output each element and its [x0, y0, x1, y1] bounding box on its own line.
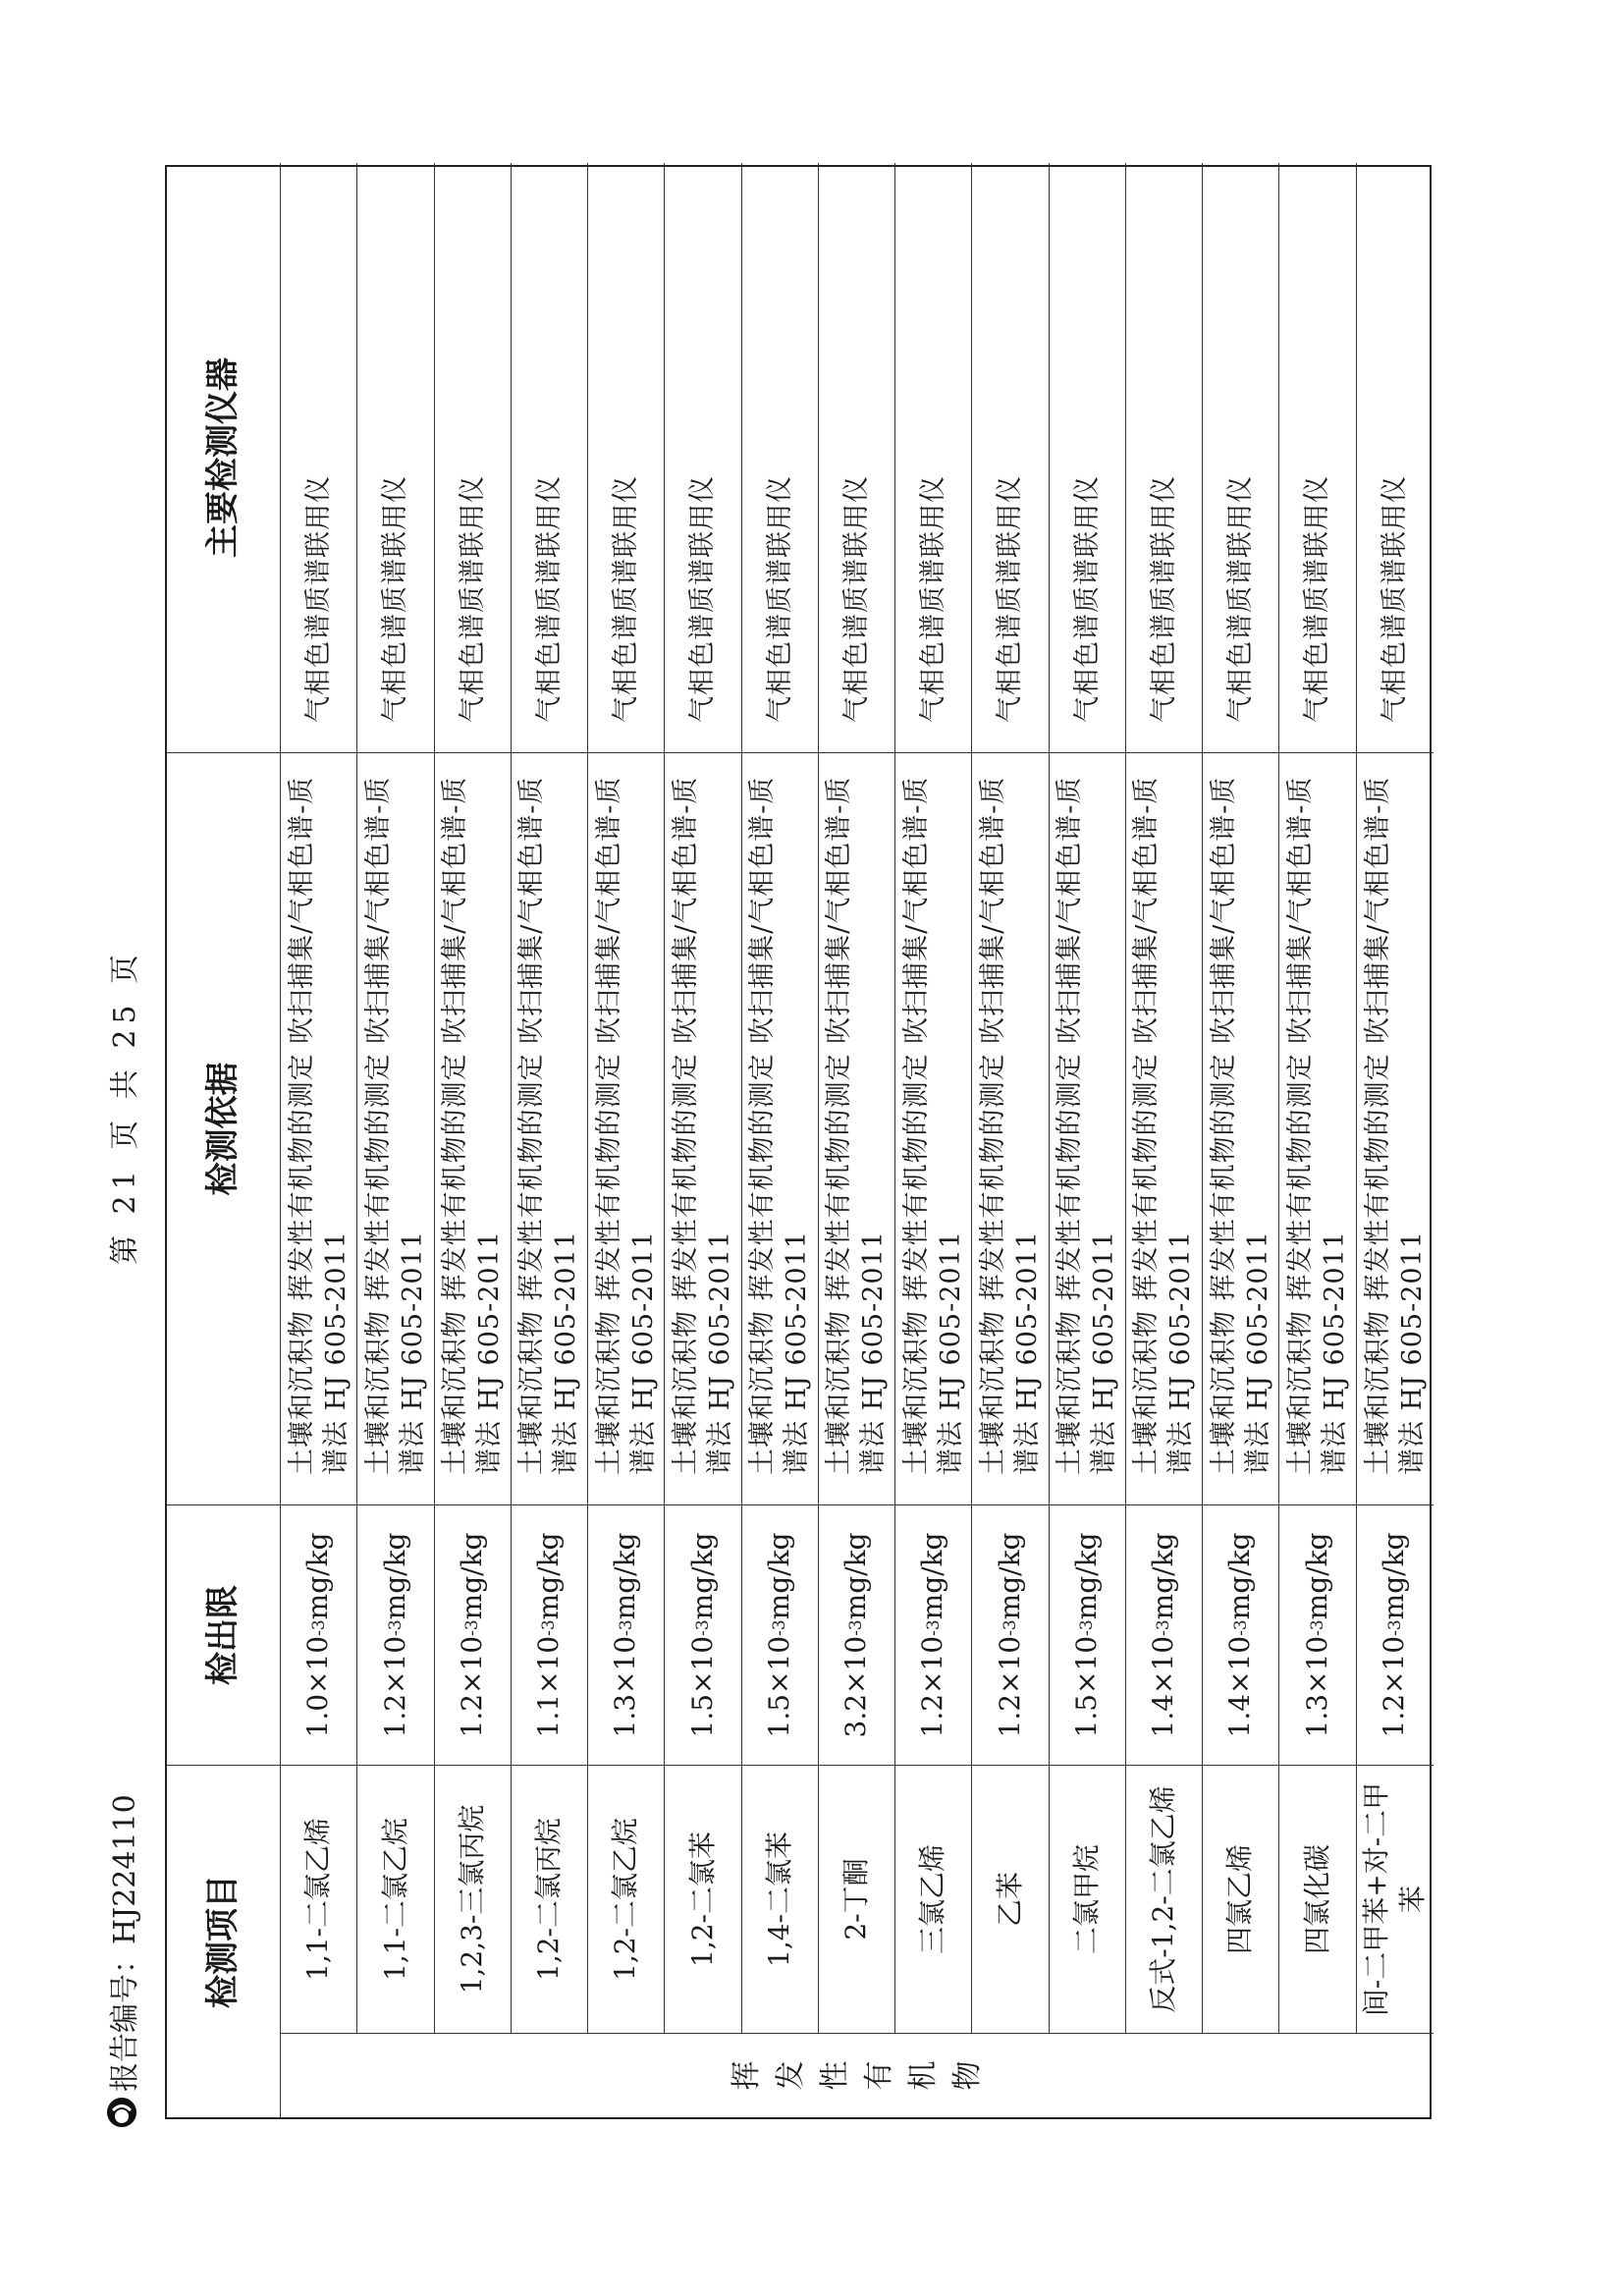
- detection-limit: 1.3×10 -3 mg/kg: [588, 1504, 665, 1765]
- test-instrument: 气相色谱质谱联用仪: [357, 163, 434, 752]
- test-item: 1,2,3-三氯丙烷: [435, 1765, 512, 2033]
- test-basis: 土壤和沉积物 挥发性有机物的测定 吹扫捕集/气相色谱-质谱法 HJ 605-2011: [1279, 752, 1356, 1504]
- test-instrument: 气相色谱质谱联用仪: [1380, 475, 1411, 723]
- test-basis: 土壤和沉积物 挥发性有机物的测定 吹扫捕集/气相色谱-质谱法 HJ 605-2011: [1050, 752, 1126, 1504]
- test-instrument: 气相色谱质谱联用仪: [742, 163, 819, 752]
- test-basis: 土壤和沉积物 挥发性有机物的测定 吹扫捕集/气相色谱-质谱法 HJ 605-2011: [281, 752, 357, 1504]
- test-instrument: 气相色谱质谱联用仪: [435, 163, 512, 752]
- test-basis: 土壤和沉积物 挥发性有机物的测定 吹扫捕集/气相色谱-质谱法 HJ 605-2011: [512, 752, 588, 1504]
- test-basis: 土壤和沉积物 挥发性有机物的测定 吹扫捕集/气相色谱-质谱法 HJ 605-2011: [435, 752, 512, 1504]
- detection-limit: 1.2×10 -3 mg/kg: [1357, 1504, 1434, 1765]
- detection-limit: 1.0×10 -3 mg/kg: [281, 1504, 357, 1765]
- column-header-limit: 检出限: [167, 1504, 281, 1765]
- test-item: 1,2-二氯丙烷: [512, 1765, 588, 2033]
- report-number-text: 报告编号：HJ224110: [108, 1794, 142, 2092]
- test-instrument: 气相色谱质谱联用仪: [512, 163, 588, 752]
- detection-limit: 1.2×10 -3 mg/kg: [435, 1504, 512, 1765]
- page-header: [98, 165, 147, 2129]
- detection-limit: 1.3×10 -3 mg/kg: [1279, 1504, 1356, 1765]
- detection-limit: 1.4×10 -3 mg/kg: [1203, 1504, 1279, 1765]
- detection-limit: 1.2×10 -3 mg/kg: [357, 1504, 434, 1765]
- detection-limit: 1.1×10 -3 mg/kg: [512, 1504, 588, 1765]
- category-cell: [281, 2033, 1434, 2117]
- report-number: [100, 1794, 143, 2129]
- detection-limit: 1.5×10 -3 mg/kg: [742, 1504, 819, 1765]
- test-item: 二氯甲烷: [1050, 1765, 1126, 2033]
- test-item: 1,4-二氯苯: [742, 1765, 819, 2033]
- detection-limit: 1.5×10 -3 mg/kg: [665, 1504, 741, 1765]
- test-item: 三氯乙烯: [895, 1765, 972, 2033]
- test-basis: 土壤和沉积物 挥发性有机物的测定 吹扫捕集/气相色谱-质谱法 HJ 605-2011: [357, 752, 434, 1504]
- test-instrument: 气相色谱质谱联用仪: [895, 163, 972, 752]
- test-instrument: 气相色谱质谱联用仪: [972, 163, 1049, 752]
- test-item: 1,1-二氯乙烷: [357, 1765, 434, 2033]
- test-basis: 土壤和沉积物 挥发性有机物的测定 吹扫捕集/气相色谱-质谱法 HJ 605-2011: [1203, 752, 1279, 1504]
- detection-limit: 3.2×10 -3 mg/kg: [819, 1504, 895, 1765]
- test-instrument: 气相色谱质谱联用仪: [665, 163, 741, 752]
- test-basis: 土壤和沉积物 挥发性有机物的测定 吹扫捕集/气相色谱-质谱法 HJ 605-2011: [742, 752, 819, 1504]
- test-method-table: [165, 165, 1432, 2119]
- test-item: 1,2-二氯乙烷: [588, 1765, 665, 2033]
- test-instrument: 气相色谱质谱联用仪: [819, 163, 895, 752]
- test-instrument: 气相色谱质谱联用仪: [281, 163, 357, 752]
- detection-limit: 1.2×10 -3 mg/kg: [895, 1504, 972, 1765]
- test-instrument: 气相色谱质谱联用仪: [1126, 163, 1203, 752]
- company-logo-icon: [105, 2096, 138, 2129]
- test-basis: 土壤和沉积物 挥发性有机物的测定 吹扫捕集/气相色谱-质谱法 HJ 605-2011: [819, 752, 895, 1504]
- test-item: 反式-1,2-二氯乙烯: [1126, 1765, 1203, 2033]
- column-header-basis: 检测依据: [167, 752, 281, 1504]
- page-number: 第 21 页 共 25 页: [108, 948, 142, 1265]
- test-instrument: 气相色谱质谱联用仪: [1050, 163, 1126, 752]
- column-header-instrument: 主要检测仪器: [167, 163, 281, 752]
- test-basis: 土壤和沉积物 挥发性有机物的测定 吹扫捕集/气相色谱-质谱法 HJ 605-2011: [665, 752, 741, 1504]
- detection-limit: 1.2×10 -3 mg/kg: [972, 1504, 1049, 1765]
- test-basis: 土壤和沉积物 挥发性有机物的测定 吹扫捕集/气相色谱-质谱法 HJ 605-2011: [972, 752, 1049, 1504]
- test-basis: 土壤和沉积物 挥发性有机物的测定 吹扫捕集/气相色谱-质谱法 HJ 605-2011: [1126, 752, 1203, 1504]
- test-basis: 土壤和沉积物 挥发性有机物的测定 吹扫捕集/气相色谱-质谱法 HJ 605-2011: [1357, 752, 1434, 1504]
- test-instrument: 气相色谱质谱联用仪: [1279, 163, 1356, 752]
- test-item: 间-二甲苯+对-二甲苯: [1357, 1765, 1434, 2033]
- test-basis: 土壤和沉积物 挥发性有机物的测定 吹扫捕集/气相色谱-质谱法 HJ 605-2011: [588, 752, 665, 1504]
- detection-limit: 1.5×10 -3 mg/kg: [1050, 1504, 1126, 1765]
- test-instrument: 气相色谱质谱联用仪: [1203, 163, 1279, 752]
- test-item: 1,2-二氯苯: [665, 1765, 741, 2033]
- test-item: 2-丁酮: [819, 1765, 895, 2033]
- test-item: 四氯乙烯: [1203, 1765, 1279, 2033]
- test-basis: 土壤和沉积物 挥发性有机物的测定 吹扫捕集/气相色谱-质谱法 HJ 605-2011: [895, 752, 972, 1504]
- detection-limit: 1.4×10 -3 mg/kg: [1126, 1504, 1203, 1765]
- test-item: 四氯化碳: [1279, 1765, 1356, 2033]
- category-label: 挥发性有机物: [729, 2060, 985, 2091]
- test-item: 乙苯: [972, 1765, 1049, 2033]
- test-item: 1,1-二氯乙烯: [281, 1765, 357, 2033]
- test-instrument: 气相色谱质谱联用仪: [588, 163, 665, 752]
- column-header-item: 检测项目: [167, 1765, 281, 2117]
